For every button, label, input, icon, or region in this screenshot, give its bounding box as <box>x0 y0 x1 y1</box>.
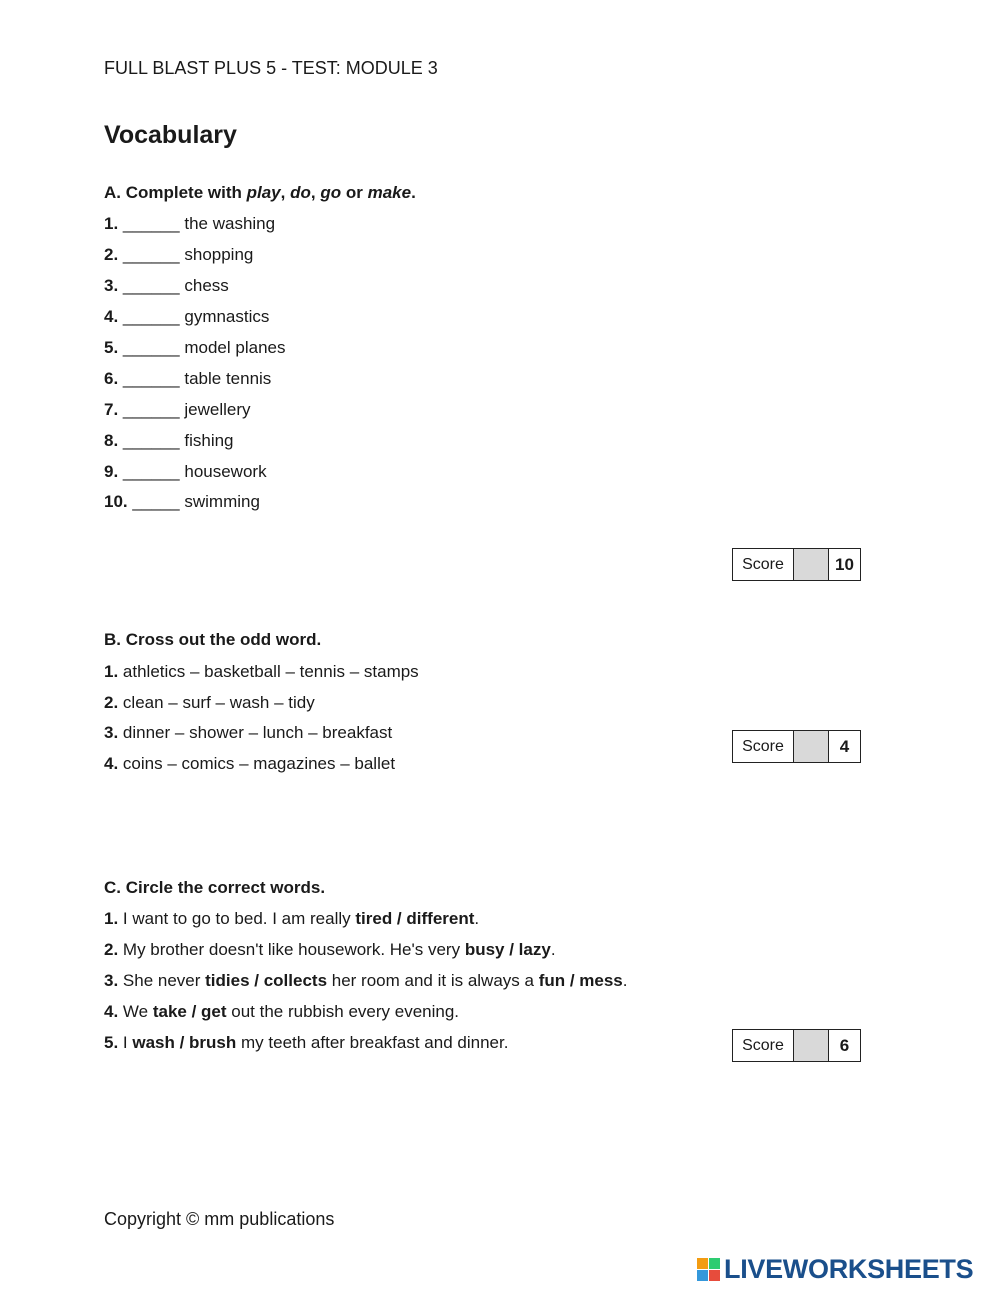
item-number: 2. <box>104 245 119 264</box>
a-item-5[interactable] <box>104 338 285 358</box>
item-text: ______ housework <box>118 462 267 481</box>
liveworksheets-logo[interactable] <box>697 1254 973 1285</box>
item-text: ______ fishing <box>118 431 234 450</box>
word-do: do <box>290 183 311 202</box>
item-text: ______ shopping <box>118 245 254 264</box>
score-max: 10 <box>835 554 854 574</box>
item-text: We <box>118 1002 153 1021</box>
score-box-b <box>732 730 861 763</box>
score-input[interactable] <box>794 1030 829 1061</box>
score-label: Score <box>733 1030 794 1061</box>
c-item-4 <box>104 1002 459 1022</box>
c-item-2 <box>104 940 556 960</box>
item-text: ______ the washing <box>118 214 276 233</box>
item-number: 10. <box>104 492 128 511</box>
b-item-4[interactable] <box>104 754 395 774</box>
score-box-a <box>732 548 861 581</box>
c-item-5 <box>104 1033 508 1053</box>
item-number: 4. <box>104 1002 119 1021</box>
sep-2: , <box>310 183 321 202</box>
item-number: 2. <box>104 693 119 712</box>
item-number: 3. <box>104 276 119 295</box>
a-item-6[interactable] <box>104 369 271 389</box>
item-text: ______ model planes <box>118 338 286 357</box>
logo-block <box>697 1258 708 1269</box>
item-text: out the rubbish every evening. <box>226 1002 460 1021</box>
word-play: play <box>246 183 281 202</box>
item-text: . <box>622 971 628 990</box>
logo-block <box>709 1258 720 1269</box>
item-text: My brother doesn't like housework. He's very <box>118 940 465 959</box>
score-box-c <box>732 1029 861 1062</box>
score-label: Score <box>733 549 794 580</box>
copyright-notice: Copyright © mm publications <box>104 1209 335 1229</box>
item-text: athletics – basketball – tennis – stamps <box>118 662 419 681</box>
choice-options[interactable]: wash / brush <box>132 1033 237 1052</box>
document-header: FULL BLAST PLUS 5 - TEST: MODULE 3 <box>104 58 438 78</box>
sep-3: or <box>341 183 368 202</box>
a-item-2[interactable] <box>104 245 253 265</box>
sep-1: , <box>280 183 291 202</box>
score-max: 6 <box>839 1035 850 1055</box>
choice-options-2[interactable]: fun / mess <box>538 971 623 990</box>
c-item-3 <box>104 971 628 991</box>
section-a-heading-prefix: A. Complete with <box>104 183 247 202</box>
item-number: 6. <box>104 369 119 388</box>
item-text: I <box>118 1033 133 1052</box>
item-number: 1. <box>104 909 119 928</box>
item-number: 2. <box>104 940 119 959</box>
b-item-3[interactable] <box>104 723 392 743</box>
choice-options[interactable]: busy / lazy <box>464 940 551 959</box>
item-number: 4. <box>104 754 119 773</box>
logo-text: LIVEWORKSHEETS <box>724 1254 974 1284</box>
item-text: dinner – shower – lunch – breakfast <box>118 723 393 742</box>
item-text: coins – comics – magazines – ballet <box>118 754 396 773</box>
score-max: 4 <box>839 736 850 756</box>
item-number: 9. <box>104 462 119 481</box>
item-text: I want to go to bed. I am really <box>118 909 356 928</box>
c-item-1 <box>104 909 479 929</box>
a-item-10[interactable] <box>104 492 260 512</box>
a-item-1[interactable] <box>104 214 275 234</box>
word-go: go <box>320 183 342 202</box>
logo-block <box>709 1270 720 1281</box>
choice-options[interactable]: tired / different <box>355 909 475 928</box>
item-text: ______ chess <box>118 276 229 295</box>
item-number: 3. <box>104 971 119 990</box>
item-number: 1. <box>104 214 119 233</box>
a-item-4[interactable] <box>104 307 269 327</box>
item-number: 1. <box>104 662 119 681</box>
item-text: ______ jewellery <box>118 400 251 419</box>
score-label: Score <box>733 731 794 762</box>
item-number: 8. <box>104 431 119 450</box>
item-text: her room and it is always a <box>327 971 539 990</box>
a-item-9[interactable] <box>104 462 267 482</box>
item-text: clean – surf – wash – tidy <box>118 693 315 712</box>
a-item-8[interactable] <box>104 431 234 451</box>
section-a-heading <box>104 183 416 203</box>
score-input[interactable] <box>794 731 829 762</box>
item-number: 4. <box>104 307 119 326</box>
item-number: 3. <box>104 723 119 742</box>
item-text: She never <box>118 971 206 990</box>
a-item-3[interactable] <box>104 276 229 296</box>
logo-blocks-icon <box>697 1258 720 1281</box>
b-item-2[interactable] <box>104 693 315 713</box>
score-input[interactable] <box>794 549 829 580</box>
item-number: 5. <box>104 338 119 357</box>
item-text: my teeth after breakfast and dinner. <box>236 1033 509 1052</box>
choice-options[interactable]: tidies / collects <box>205 971 328 990</box>
item-text: . <box>474 909 480 928</box>
word-make: make <box>367 183 412 202</box>
item-text: . <box>550 940 556 959</box>
choice-options[interactable]: take / get <box>152 1002 227 1021</box>
item-text: ______ table tennis <box>118 369 272 388</box>
a-item-7[interactable] <box>104 400 251 420</box>
b-item-1[interactable] <box>104 662 419 682</box>
logo-block <box>697 1270 708 1281</box>
heading-end: . <box>411 183 416 202</box>
item-number: 5. <box>104 1033 119 1052</box>
item-number: 7. <box>104 400 119 419</box>
section-b-heading: B. Cross out the odd word. <box>104 630 322 649</box>
item-text: ______ gymnastics <box>118 307 270 326</box>
item-text: _____ swimming <box>127 492 260 511</box>
page-title: Vocabulary <box>104 121 237 149</box>
section-c-heading: C. Circle the correct words. <box>104 878 326 897</box>
